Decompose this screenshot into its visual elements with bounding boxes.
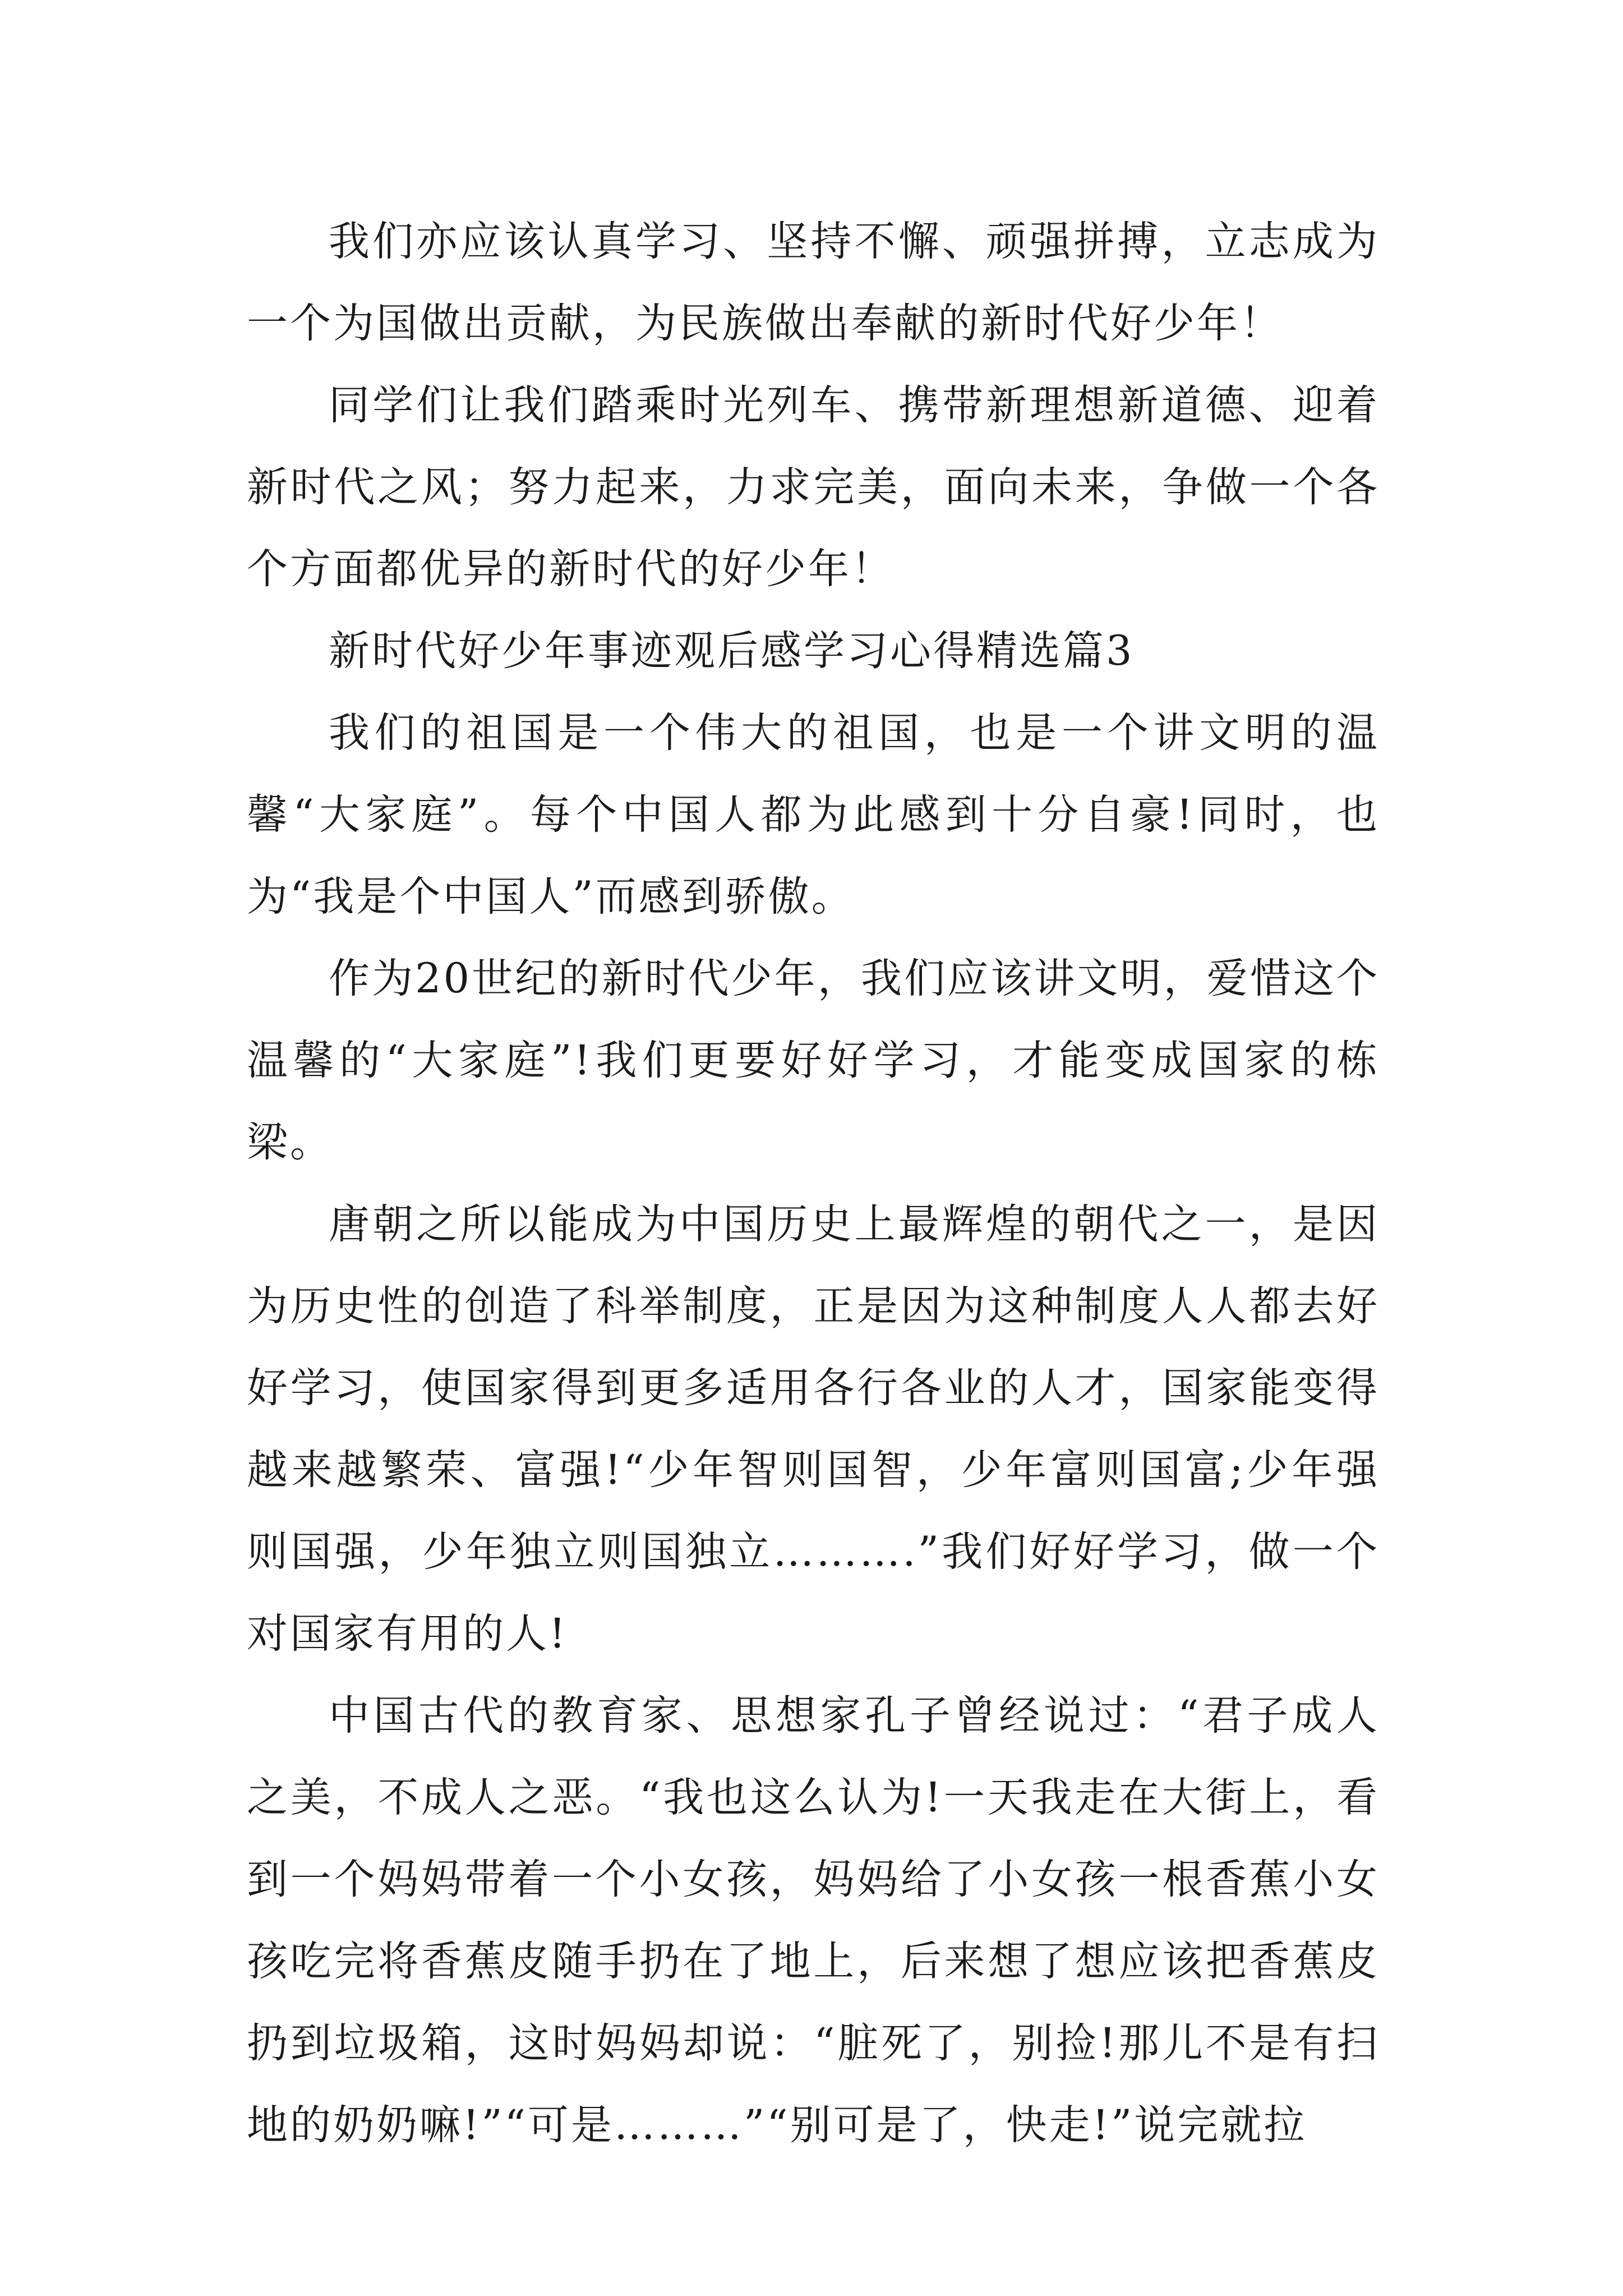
document-body [247, 201, 1380, 2166]
section-heading: 新时代好少年事迹观后感学习心得精选篇3 [329, 627, 1135, 675]
paragraph: 中国古代的教育家、思想家孔子曾经说过：“君子成人之美，不成人之恶。“我也这么认为!一天我走在大街上，看到一个妈妈带着一个小女孩，妈妈给了小女孩一根香蕉小女孩吃完将香蕉皮随手扔在了地上，后来想了想应该把香蕉皮扔到垃圾箱，这时妈妈却说：“脏死了，别捡!那儿不是有扫地的奶奶嘛!”“可是………”“别可是了，快走!”说完就拉 [247, 1692, 1380, 2149]
paragraph: 同学们让我们踏乘时光列车、携带新理想新道德、迎着新时代之风；努力起来，力求完美，面向未来，争做一个各个方面都优异的新时代的好少年！ [247, 381, 1380, 593]
paragraph: 我们的祖国是一个伟大的祖国，也是一个讲文明的温馨“大家庭”。每个中国人都为此感到十分自豪!同时，也为“我是个中国人”而感到骄傲。 [247, 709, 1380, 921]
paragraph: 唐朝之所以能成为中国历史上最辉煌的朝代之一，是因为历史性的创造了科举制度，正是因为这种制度人人都去好好学习，使国家得到更多适用各行各业的人才，国家能变得越来越繁荣、富强!“少年智则国智，少年富则国富;少年强则国强，少年独立则国独立……….”我们好好学习，做一个对国家有用的人! [247, 1200, 1380, 1658]
paragraph: 我们亦应该认真学习、坚持不懈、顽强拼搏，立志成为一个为国做出贡献，为民族做出奉献的新时代好少年！ [247, 218, 1380, 347]
paragraph: 作为20世纪的新时代少年，我们应该讲文明，爱惜这个温馨的“大家庭”!我们更要好好学习，才能变成国家的栋梁。 [247, 955, 1380, 1166]
